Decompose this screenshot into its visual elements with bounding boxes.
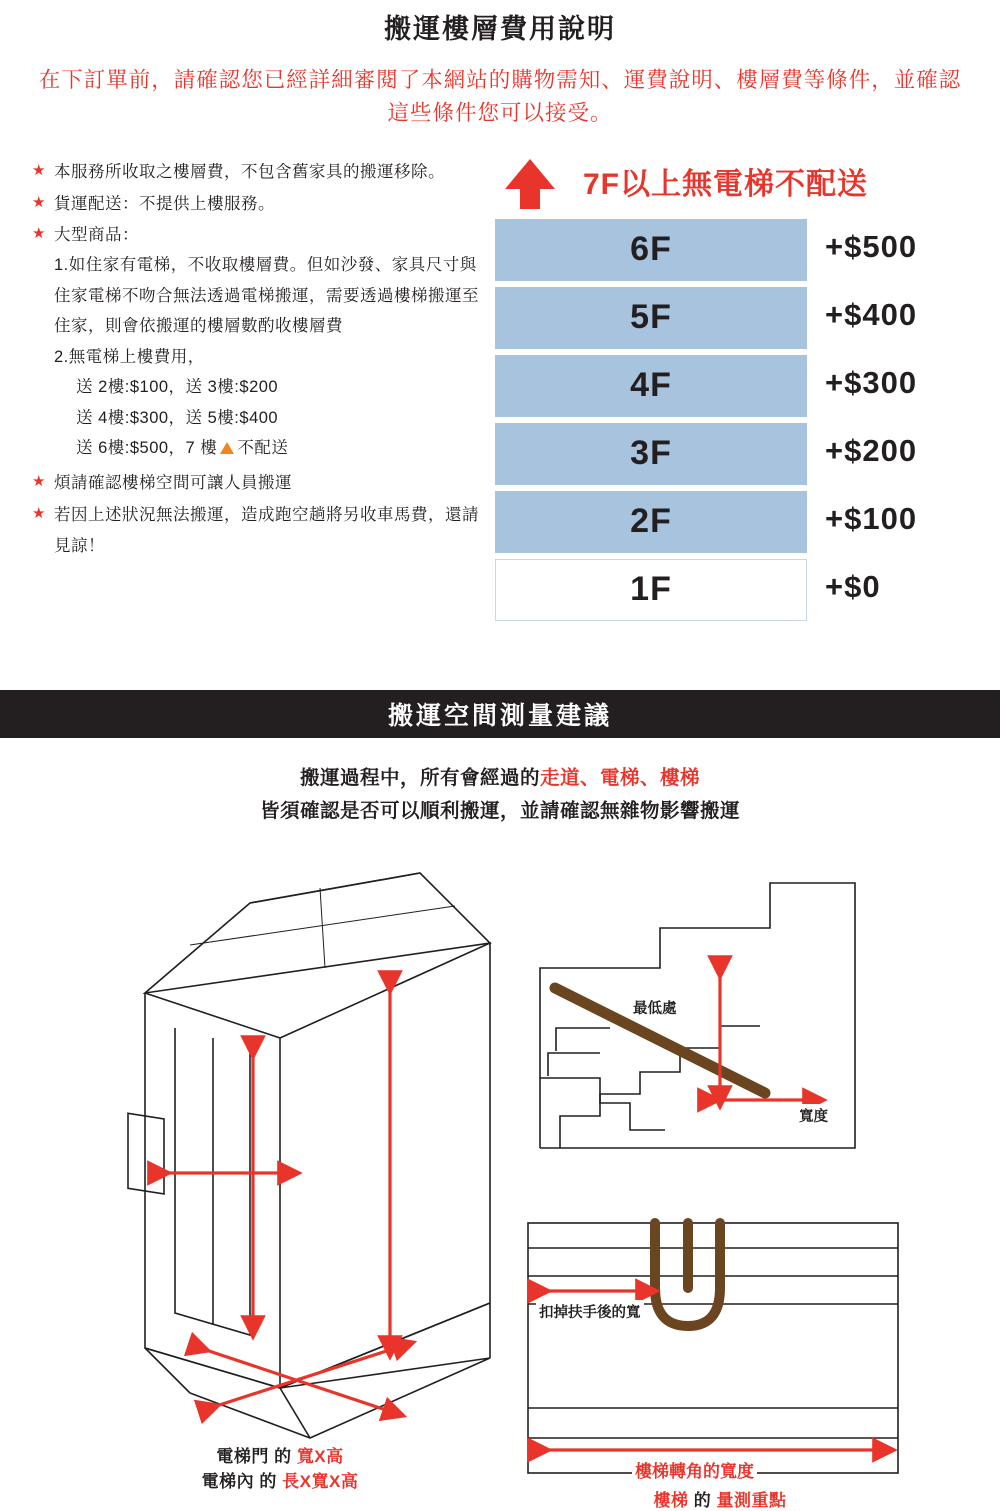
up-arrow-stem-icon [520,187,540,209]
floor-label: 5F [630,298,672,337]
floor-price: +$400 [825,296,918,332]
elevator-caption-of2: 的 [259,1472,277,1491]
floor-row [495,423,985,488]
list-item-label: 若因上述狀況無法搬運，造成跑空趟將另收車馬費，還請見諒！ [54,506,479,555]
floor-price: +$500 [825,228,918,264]
elevator-caption-line2 [60,1467,500,1492]
stairs-caption [540,1486,900,1511]
handrail-width-label: 扣掉扶手後的寬 [536,1300,644,1323]
floor-row [495,491,985,556]
list-item-big-items [32,220,492,464]
elevator-dimension-arrows [160,983,405,1413]
measure-advice [0,762,1000,828]
list-item [32,157,492,188]
list-item [32,500,492,561]
stair-corner-drawing [528,1223,898,1473]
floor-label: 6F [630,230,672,269]
list-item-label: 本服務所收取之樓層費，不包含舊家具的搬運移除。 [54,162,445,181]
big-items-heading: 大型商品： [54,225,139,244]
section1-body [0,157,1000,657]
section2-body [0,738,1000,828]
intro-text: 在下訂單前，請確認您已經詳細審閱了本網站的購物需知、運費說明、樓層費等條件，並確認這些條件您可以接受。 [38,68,962,126]
illustrations [0,848,1000,1510]
floor-price: +$0 [825,568,881,604]
measure-advice-line1-highlight: 走道、電梯、樓梯 [540,767,701,789]
star-icon: ★ [32,194,46,212]
fee-line: 送 4樓:$300，送 5樓:$400 [76,408,279,427]
section2-title: 搬運空間測量建議 [387,702,612,730]
floor-label: 1F [630,570,672,609]
elevator-drawing [128,873,490,1438]
section2-title-bar [0,690,1000,738]
stairs-caption-c: 量測重點 [716,1491,787,1510]
measure-advice-line1-a: 搬運過程中，所有會經過的 [299,767,540,789]
elevator-caption-door: 電梯門 [216,1447,269,1466]
measure-advice-line2: 皆須確認是否可以順利搬運，並請確認無雜物影響搬運 [259,800,740,823]
floor-row [495,219,985,284]
fee-line: 送 2樓:$100，送 3樓:$200 [76,378,279,397]
list-item-label: 貨運配送：不提供上樓服務。 [54,195,275,214]
list-item-label: 煩請確認樓梯空間可讓人員搬運 [54,473,292,492]
list-item [32,189,492,220]
star-icon: ★ [32,224,46,242]
page-title: 搬運樓層費用說明 [384,14,616,44]
lowest-point-label: 最低處 [630,996,680,1019]
elevator-caption [60,1442,500,1492]
measure-advice-line1 [0,762,1000,795]
floor-row [495,355,985,420]
list-item [32,468,492,499]
floor-box [495,355,807,417]
star-icon: ★ [32,472,46,490]
fee-line-last-suffix: 不配送 [237,439,289,458]
floor-box [495,423,807,485]
floor-price: +$200 [825,432,918,468]
floor-price: +$300 [825,364,918,400]
floor-price: +$100 [825,500,918,536]
elevator-caption-dims1: 寬X高 [296,1447,344,1466]
elevator-caption-inside: 電梯內 [201,1472,255,1491]
floor-box [495,287,807,349]
no-delivery-row [495,157,985,219]
floor-label: 4F [630,366,672,405]
fee-line-last [54,433,492,464]
floor-box [495,219,807,281]
star-icon: ★ [32,161,46,179]
floor-row [495,559,985,624]
star-icon: ★ [32,505,46,523]
elevator-caption-line1 [60,1442,500,1467]
floor-box [495,491,807,553]
floor-box [495,559,807,621]
big-items-line2: 2.無電梯上樓費用， [54,347,205,366]
stairs-caption-b: 的 [693,1491,712,1510]
illustration-svg [0,848,1000,1500]
big-items-line1: 1.如住家有電梯，不收取樓層費。但如沙發、家具尺寸與住家電梯不吻合無法透過電梯搬運，需要透過樓梯搬運至住家，則會依搬運的樓層數酌收樓層費 [54,256,479,336]
stair-width-label: 寬度 [796,1104,831,1127]
stairs-caption-a: 樓梯 [653,1491,689,1510]
floor-row [495,287,985,352]
floor-label: 2F [630,502,672,541]
warning-triangle-icon [220,442,234,454]
no-delivery-note: 7F以上無電梯不配送 [583,167,869,201]
fee-line-last-prefix: 送 6樓:$500，7 樓 [76,439,218,458]
floor-fee-chart [495,157,985,627]
up-arrow-icon [505,159,555,189]
stairs-dimension-arrows [710,968,815,1100]
floor-label: 3F [630,434,672,473]
elevator-caption-of: 的 [274,1447,292,1466]
terms-list [32,157,492,564]
elevator-caption-dims2: 長X寬X高 [282,1472,359,1491]
corner-handrail-shape [655,1223,720,1326]
corner-width-label: 樓梯轉角的寬度 [632,1456,757,1483]
big-items-block [54,220,492,464]
